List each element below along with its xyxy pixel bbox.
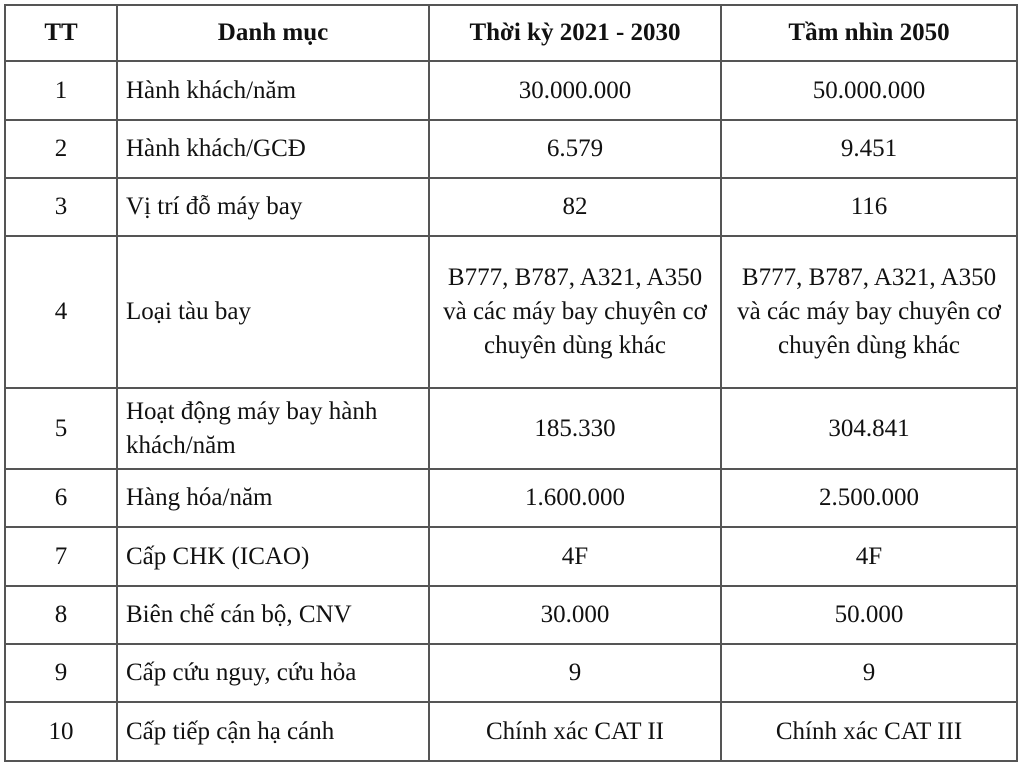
cell-item: Loại tàu bay [117, 236, 429, 388]
cell-tt: 3 [5, 178, 117, 236]
cell-2030: 30.000.000 [429, 61, 721, 120]
table-row [5, 644, 1017, 702]
cell-item: Cấp cứu nguy, cứu hỏa [117, 644, 429, 702]
cell-2050: 304.841 [721, 388, 1017, 469]
cell-2050: Chính xác CAT III [721, 702, 1017, 761]
cell-2030: 185.330 [429, 388, 721, 469]
cell-tt: 6 [5, 469, 117, 527]
header-period-2030: Thời kỳ 2021 - 2030 [429, 5, 721, 61]
cell-item: Hành khách/năm [117, 61, 429, 120]
cell-2050: 9 [721, 644, 1017, 702]
table-row [5, 586, 1017, 644]
table-row [5, 236, 1017, 388]
table-row [5, 120, 1017, 178]
table-row [5, 702, 1017, 761]
cell-item: Vị trí đỗ máy bay [117, 178, 429, 236]
cell-item: Cấp CHK (ICAO) [117, 527, 429, 586]
cell-2030: B777, B787, A321, A350 và các máy bay chuyên cơ chuyên dùng khác [429, 236, 721, 388]
cell-2050: 116 [721, 178, 1017, 236]
cell-2030: 30.000 [429, 586, 721, 644]
header-item: Danh mục [117, 5, 429, 61]
cell-2050: 50.000.000 [721, 61, 1017, 120]
cell-item: Cấp tiếp cận hạ cánh [117, 702, 429, 761]
cell-2030: 9 [429, 644, 721, 702]
cell-item: Hoạt động máy bay hành khách/năm [117, 388, 429, 469]
airport-plan-table [4, 4, 1018, 762]
cell-tt: 10 [5, 702, 117, 761]
cell-item: Hàng hóa/năm [117, 469, 429, 527]
cell-2050: 9.451 [721, 120, 1017, 178]
cell-2030: 4F [429, 527, 721, 586]
cell-tt: 1 [5, 61, 117, 120]
cell-2030: 1.600.000 [429, 469, 721, 527]
table-row [5, 61, 1017, 120]
cell-2030: Chính xác CAT II [429, 702, 721, 761]
cell-item: Biên chế cán bộ, CNV [117, 586, 429, 644]
cell-item: Hành khách/GCĐ [117, 120, 429, 178]
cell-2030: 82 [429, 178, 721, 236]
cell-2030: 6.579 [429, 120, 721, 178]
cell-2050: 2.500.000 [721, 469, 1017, 527]
table-row [5, 388, 1017, 469]
header-tt: TT [5, 5, 117, 61]
header-vision-2050: Tầm nhìn 2050 [721, 5, 1017, 61]
cell-2050: 4F [721, 527, 1017, 586]
cell-2050: B777, B787, A321, A350 và các máy bay chuyên cơ chuyên dùng khác [721, 236, 1017, 388]
cell-2050: 50.000 [721, 586, 1017, 644]
header-row [5, 5, 1017, 61]
cell-tt: 7 [5, 527, 117, 586]
cell-tt: 5 [5, 388, 117, 469]
table-row [5, 178, 1017, 236]
cell-tt: 4 [5, 236, 117, 388]
table-row [5, 469, 1017, 527]
table-row [5, 527, 1017, 586]
cell-tt: 9 [5, 644, 117, 702]
cell-tt: 2 [5, 120, 117, 178]
cell-tt: 8 [5, 586, 117, 644]
